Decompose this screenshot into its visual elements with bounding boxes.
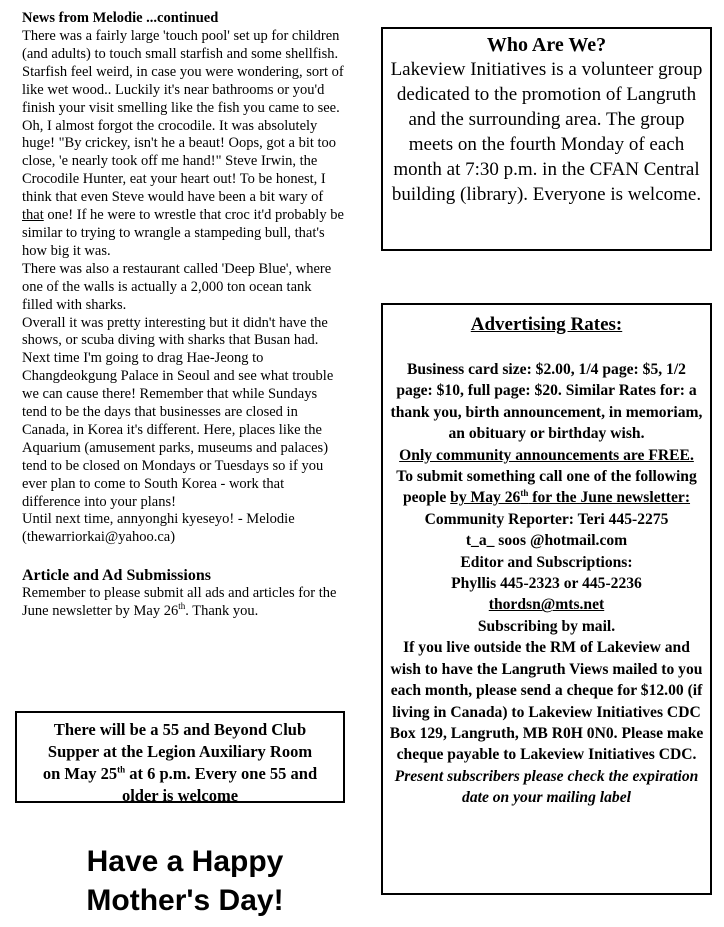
club-text: on May 25 <box>42 764 118 783</box>
news-column <box>22 10 344 620</box>
submissions-text <box>22 585 344 620</box>
who-text: Lakeview Initiatives is a volunteer group dedicated to the promotion of Langruth and the surrounding area. The group meets on the fourth Monday of each month at 7:30 p.m. in the CFAN Central building (library). Everyone is welcome. <box>390 59 703 205</box>
news-body <box>22 28 344 547</box>
greeting-line: Have a Happy <box>86 845 284 878</box>
ads-deadline <box>450 489 690 506</box>
news-signoff: Until next time, annyonghi kyeseyo! - Melodie <box>22 511 295 528</box>
ads-editor-email: thordsn@mts.net <box>488 596 605 614</box>
ads-editor-phone: Phyllis 445-2323 or 445-2236 <box>451 575 642 593</box>
ads-submit-text: To submit something call one of the following people <box>396 468 697 507</box>
mothers-day-greeting <box>30 842 340 920</box>
news-text: Oh, I almost forgot the crocodile. It was absolutely huge! "By crickey, isn't he a beaut! Oops, got a bit too close, 'e nearly took off me hand!" Steve Irwin, the Crocodile Hunter, eat your heart out! To be honest, I think that even Steve would have been a bit wary of <box>22 117 337 206</box>
ads-reporter-email: t_a_ soos @hotmail.com <box>465 532 628 550</box>
news-paragraph: There was also a restaurant called 'Deep Blue', where one of the walls is actually a 2,000 ton ocean tank filled with sharks. <box>22 260 332 313</box>
news-text: one! If he were to wrestle that croc it'd probably be similar to trying to wrangle a stampeding bull, that's how big it was. <box>22 207 344 259</box>
club-text: at 6 p.m. Every one 55 and <box>125 764 318 783</box>
ads-deadline-text: for the June newsletter: <box>528 489 691 507</box>
news-email: (thewarriorkai@yahoo.ca) <box>22 529 176 546</box>
club-line: older is welcome <box>121 786 239 805</box>
news-underlined-text: that <box>22 207 44 224</box>
superscript: th <box>178 600 186 611</box>
club-line: Supper at the Legion Auxiliary Room <box>47 742 313 761</box>
club-line: There will be a 55 and Beyond Club <box>53 720 307 739</box>
club-line <box>17 763 343 785</box>
ads-mail-text: If you live outside the RM of Lakeview and wish to have the Langruth Views mailed to you each month, please send a cheque for $12.00 (if living in Canada) to Lakeview Initiatives CDC Box 129, Langruth, MB R0H 0N0. Please make cheque payable to Lakeview Initiatives CDC. <box>389 639 704 764</box>
who-title: Who Are We? <box>486 34 607 56</box>
ads-free-note: Only community announcements are FREE. <box>399 446 694 464</box>
ads-rates: Business card size: $2.00, 1/4 page: $5, 1/2 page: $10, full page: $20. Similar Rates for: a thank you, birth announcement, in memoriam, an obituary or birthday wish. <box>390 361 703 443</box>
superscript: th <box>520 488 529 499</box>
advertising-rates-box <box>381 303 712 895</box>
news-paragraph <box>22 118 344 261</box>
news-paragraph: Overall it was pretty interesting but it didn't have the shows, or scuba diving with sharks that Busan had. Next time I'm going to drag Hae-Jeong to Changdeokgung Palace in Seoul and see what trouble we can cause there! Remember that while Sundays tend to be the days that businesses are closed in Canada, in Korea it's different. Here, places like the Aquarium (amusement parks, museums and palaces) tend to be closed on Mondays or Tuesdays so if you ever plan to come to South Korea - work that difference into your plans! <box>22 314 334 510</box>
news-paragraph: There was a fairly large 'touch pool' set up for children (and adults) to touch small starfish and some shellfish. Starfish feel weird, in case you were wondering, sort of like wet wood.. Luckily it's near bathrooms or you'd finish your visit smelling like the fish you came to see. <box>22 28 344 116</box>
superscript: th <box>117 764 126 775</box>
ads-submit <box>389 466 704 509</box>
ads-mail-title: Subscribing by mail. <box>477 617 616 635</box>
greeting-line: Mother's Day! <box>86 884 284 917</box>
ads-content <box>383 359 710 809</box>
who-are-we-box <box>381 27 712 251</box>
ads-reporter: Community Reporter: Teri 445-2275 <box>424 510 669 528</box>
ads-subscriber-note: Present subscribers please check the expiration date on your mailing label <box>394 767 699 807</box>
submissions-heading: Article and Ad Submissions <box>22 567 211 585</box>
submissions-text-part: Remember to please submit all ads and articles for the June newsletter by May 26 <box>22 585 337 619</box>
ads-editor-title: Editor and Subscriptions: <box>460 553 633 571</box>
submissions-text-part: . Thank you. <box>185 602 259 619</box>
ads-deadline-text: by May 26 <box>450 489 521 507</box>
news-heading: News from Melodie ...continued <box>22 10 219 26</box>
club-supper-box <box>15 711 345 803</box>
ads-title: Advertising Rates: <box>470 314 623 335</box>
